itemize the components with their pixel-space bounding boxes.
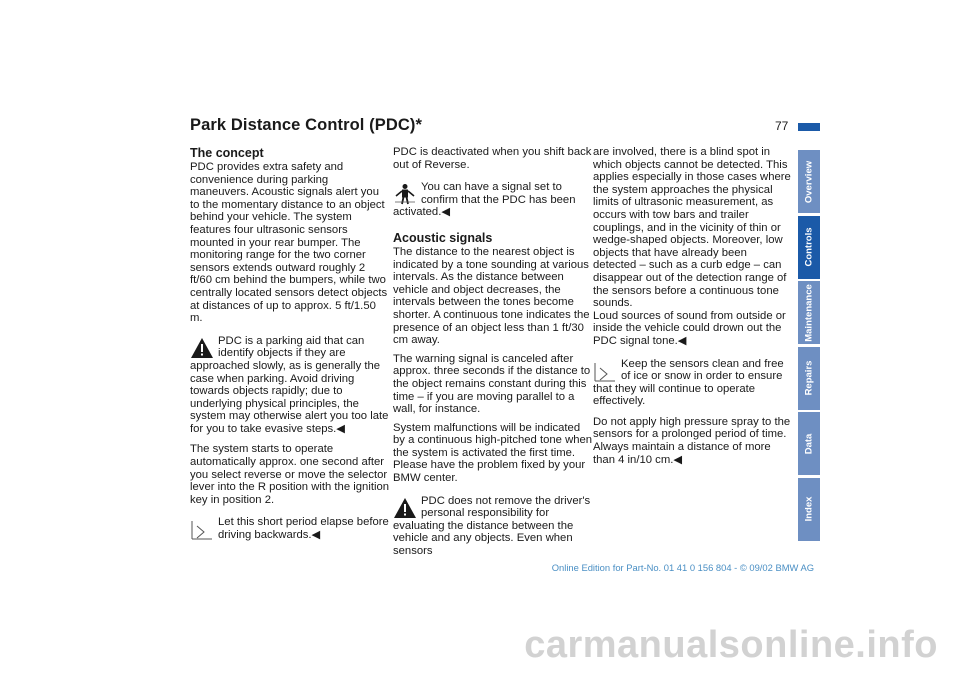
- note-arrow-icon: [190, 518, 214, 540]
- service-mechanic-icon: [393, 183, 417, 205]
- sensor-care-note: [593, 358, 793, 408]
- tab-repairs-label: Repairs: [803, 360, 815, 396]
- note-arrow-icon: [593, 360, 617, 382]
- sensor-care-text: Keep the sensors clean and free of ice or snow in order to ensure that they will continue to operate effectively.: [593, 357, 784, 408]
- page-title: Park Distance Control (PDC)*: [190, 116, 423, 134]
- warning-triangle-icon: [393, 497, 417, 519]
- start-paragraph: The system starts to operate automatically approx. one second after you select reverse or move the selector lever into the R position with the ignition key in position 2.: [190, 443, 390, 506]
- warning-triangle-icon: [190, 337, 214, 359]
- loud-sound-paragraph: Loud sources of sound from outside or inside the vehicle could drown out the PDC signal tone.◀: [593, 309, 786, 347]
- tab-maintenance-label: Maintenance: [803, 283, 815, 342]
- tab-controls-label: Controls: [803, 227, 815, 267]
- section-tabs: [798, 150, 820, 543]
- tab-overview[interactable]: [798, 150, 820, 213]
- column-1: [190, 146, 390, 550]
- tab-controls[interactable]: [798, 216, 820, 279]
- responsibility-warning: [393, 495, 593, 558]
- watermark-band: [0, 612, 960, 678]
- cancel-paragraph: The warning signal is canceled after approx. three seconds if the distance to the object remains constant during this time – if you are moving parallel to a wall, for instance.: [393, 352, 591, 416]
- responsibility-warning-text: PDC does not remove the driver's personal responsibility for evaluating the distance between the vehicle and any objects. Even when sensors: [393, 494, 591, 558]
- section-heading-concept: The concept: [190, 146, 264, 160]
- tab-data-label: Data: [803, 433, 815, 454]
- footer-edition-note: Online Edition for Part-No. 01 41 0 156 804 - © 09/02 BMW AG: [551, 562, 814, 573]
- page-marker-bar: [798, 123, 820, 131]
- column-3: [593, 146, 793, 472]
- warning-text: PDC is a parking aid that can identify objects if they are approached slowly, as is generally the case when parking. Avoid driving towards objects rapidly; due to underlying physical principles, the system may otherwise alert you too late for you to take evasive steps.◀: [190, 334, 389, 435]
- tab-index[interactable]: [798, 478, 820, 541]
- tab-maintenance[interactable]: [798, 281, 820, 344]
- pressure-spray-paragraph: Do not apply high pressure spray to the sensors for a prolonged period of time. Always maintain a distance of more than 4 in/10 cm.◀: [593, 415, 791, 466]
- service-note: [393, 181, 593, 219]
- tab-data[interactable]: [798, 412, 820, 475]
- info-note: [190, 516, 390, 541]
- service-note-text: You can have a signal set to confirm that the PDC has been activated.◀: [393, 181, 576, 219]
- deactivation-paragraph: PDC is deactivated when you shift back out of Reverse.: [393, 146, 592, 171]
- watermark-text: carmanualsonline.info: [524, 624, 938, 666]
- tab-index-label: Index: [803, 496, 815, 522]
- column-2: [393, 146, 593, 566]
- page-number: 77: [775, 119, 789, 133]
- info-note-text: Let this short period elapse before driving backwards.◀: [218, 516, 389, 542]
- concept-paragraph: PDC provides extra safety and convenience during parking maneuvers. Acoustic signals alert you to the momentary distance to an object behind your vehicle. The system features four ultrasonic sensors mounted in your rear bumper. The monitoring range for the two corner sensors extends outward roughly 2 ft/60 cm behind the bumpers, while two centrally located sensors detect objects at distances of up to approx. 5 ft/1.50 m.: [190, 161, 388, 325]
- section-heading-acoustic-signals: Acoustic signals: [393, 230, 493, 245]
- warning-note: [190, 335, 390, 436]
- distance-paragraph: The distance to the nearest object is indicated by a tone sounding at various intervals. As the distance between vehicle and object decreases, the intervals between the tones become shorter. A continuous tone indicates the presence of an object less than 1 ft/30 cm away.: [393, 245, 590, 347]
- tab-overview-label: Overview: [803, 160, 815, 203]
- blind-spot-paragraph: are involved, there is a blind spot in which objects cannot be detected. This applies especially in those cases where the system approaches the physical limits of ultrasonic measurement, as occurs with tow bars and trailer couplings, and in the vicinity of thin or wedge-shaped objects. Moreover, low objects that have already been detected – such as a curb edge – can disappear out of the detection range of the sensors before a continuous tone sounds.: [593, 146, 791, 310]
- malfunction-paragraph: System malfunctions will be indicated by a continuous high-pitched tone when the system is activated the first time. Please have the problem fixed by your BMW center.: [393, 421, 593, 485]
- tab-repairs[interactable]: [798, 347, 820, 410]
